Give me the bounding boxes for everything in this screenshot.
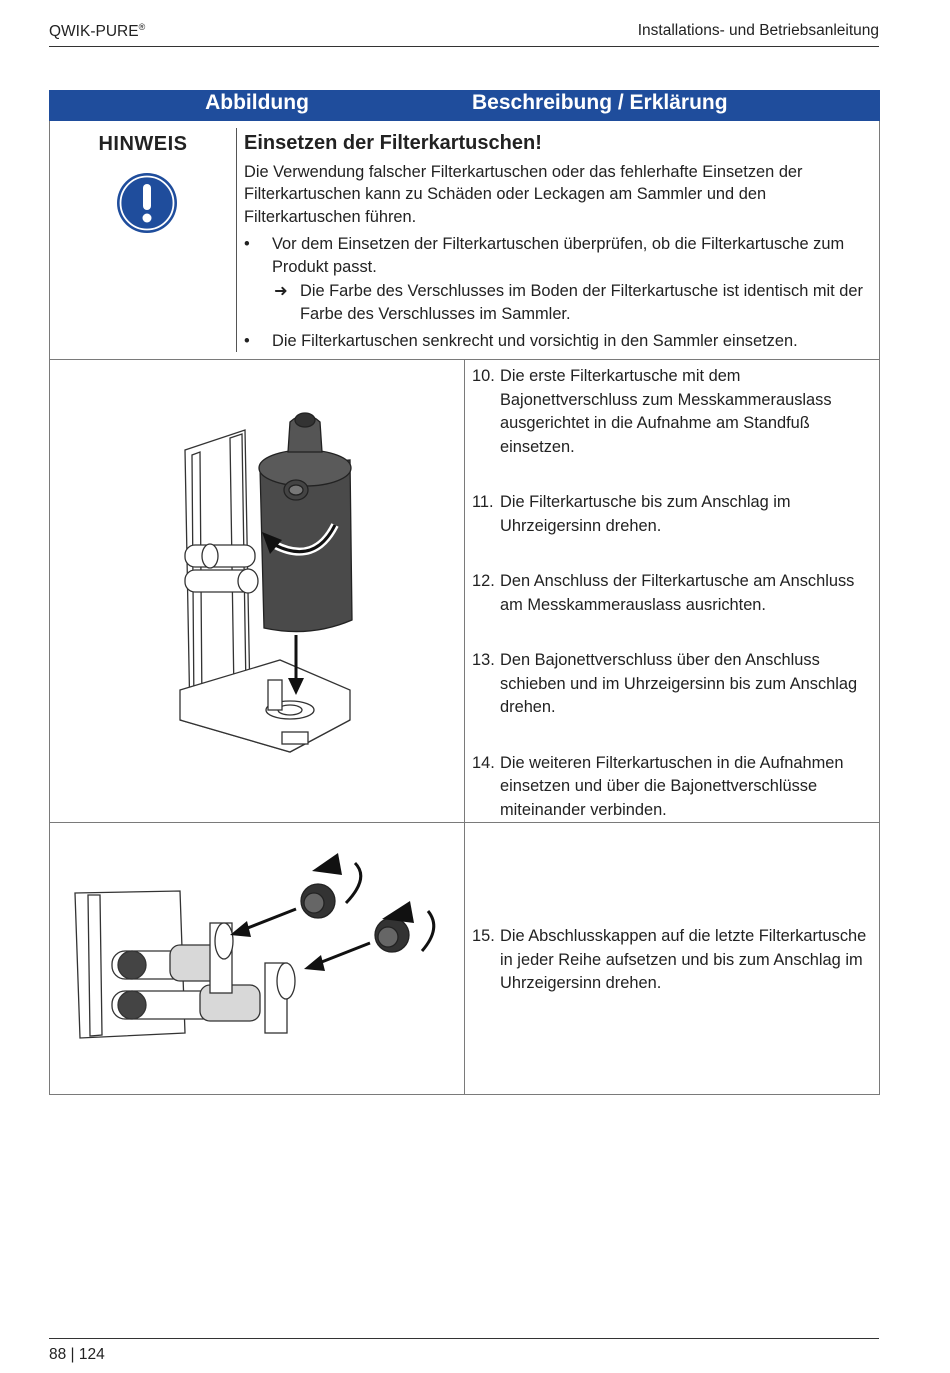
bullet-glyph: • xyxy=(244,235,250,253)
notice-row xyxy=(50,121,880,360)
notice-box xyxy=(50,121,879,359)
steps-list xyxy=(465,823,879,996)
list-item xyxy=(472,491,873,538)
figure-cell xyxy=(50,823,465,1095)
step-text: Die Abschlusskappen auf die letzte Filterkartusche in jeder Reihe aufsetzen und bis zum Anschlag im Uhrzeigersinn drehen. xyxy=(500,927,867,992)
notice-label-column xyxy=(50,128,237,352)
notice-result xyxy=(244,280,871,325)
step-number: 15. xyxy=(472,927,495,945)
table-header-row xyxy=(50,91,880,121)
result-arrow-icon: ➜ xyxy=(274,282,288,300)
steps-cell xyxy=(465,823,880,1095)
list-item xyxy=(472,570,873,617)
step-number: 11. xyxy=(472,493,494,511)
col-header-description: Beschreibung / Erklärung xyxy=(465,91,880,121)
list-item xyxy=(472,649,873,720)
steps-row-caps xyxy=(50,823,880,1095)
step-number: 12. xyxy=(472,572,495,590)
notice-label: HINWEIS xyxy=(98,133,188,155)
steps-row-cartridge xyxy=(50,360,880,823)
notice-intro: Die Verwendung falscher Filterkartuschen oder das fehlerhafte Einsetzen der Filterkartuschen kann zu Schäden oder Leckagen am Sammler und den Filterkartuschen führen. xyxy=(244,162,803,226)
end-cap-illustration xyxy=(50,823,464,1094)
notice-bullet-text: Vor dem Einsetzen der Filterkartuschen überprüfen, ob die Filterkartusche zum Produkt passt. xyxy=(272,235,845,276)
step-number: 14. xyxy=(472,753,495,772)
instruction-table xyxy=(49,90,880,1095)
notice-bullet-text: Die Filterkartuschen senkrecht und vorsichtig in den Sammler einsetzen. xyxy=(272,332,798,350)
notice-result-text: Die Farbe des Verschlusses im Boden der Filterkartusche ist identisch mit der Farbe des Verschlusses im Sammler. xyxy=(300,282,863,323)
step-text: Die weiteren Filterkartuschen in die Aufnahmen einsetzen und über die Bajonettverschlüsse miteinander verbinden. xyxy=(500,753,844,819)
step-number: 10. xyxy=(472,367,495,385)
bullet-glyph: • xyxy=(244,332,250,350)
step-number: 13. xyxy=(472,651,495,669)
col-header-figure: Abbildung xyxy=(50,91,465,121)
figure-cell xyxy=(50,360,465,823)
step-text: Den Anschluss der Filterkartusche am Anschluss am Messkammerauslass ausrichten. xyxy=(500,572,855,614)
notice-body xyxy=(244,132,871,353)
list-item xyxy=(472,925,873,996)
notice-bullet xyxy=(244,233,871,278)
notice-title: Einsetzen der Filterkartuschen! xyxy=(244,132,542,154)
exclamation-circle-icon xyxy=(116,172,178,234)
list-item xyxy=(472,365,873,459)
step-text: Die erste Filterkartusche mit dem Bajonettverschluss zum Messkammerauslass ausgerichtet in die Aufnahme am Standfuß einsetzen. xyxy=(500,367,832,456)
notice-bullet xyxy=(244,330,871,353)
steps-cell xyxy=(465,360,880,823)
page-footer xyxy=(49,1338,879,1363)
page-number: 88 | 124 xyxy=(49,1346,105,1363)
cartridge-insertion-illustration xyxy=(50,360,464,822)
step-text: Die Filterkartusche bis zum Anschlag im Uhrzeigersinn drehen. xyxy=(500,493,791,535)
step-text: Den Bajonettverschluss über den Anschluss schieben und im Uhrzeigersinn bis zum Anschlag drehen. xyxy=(500,651,858,716)
document-title: Installations- und Betriebsanleitung xyxy=(637,22,879,39)
steps-list xyxy=(465,360,879,822)
page-header xyxy=(49,18,879,47)
list-item xyxy=(472,752,873,823)
brand-name: QWIK-PURE® xyxy=(49,22,146,41)
